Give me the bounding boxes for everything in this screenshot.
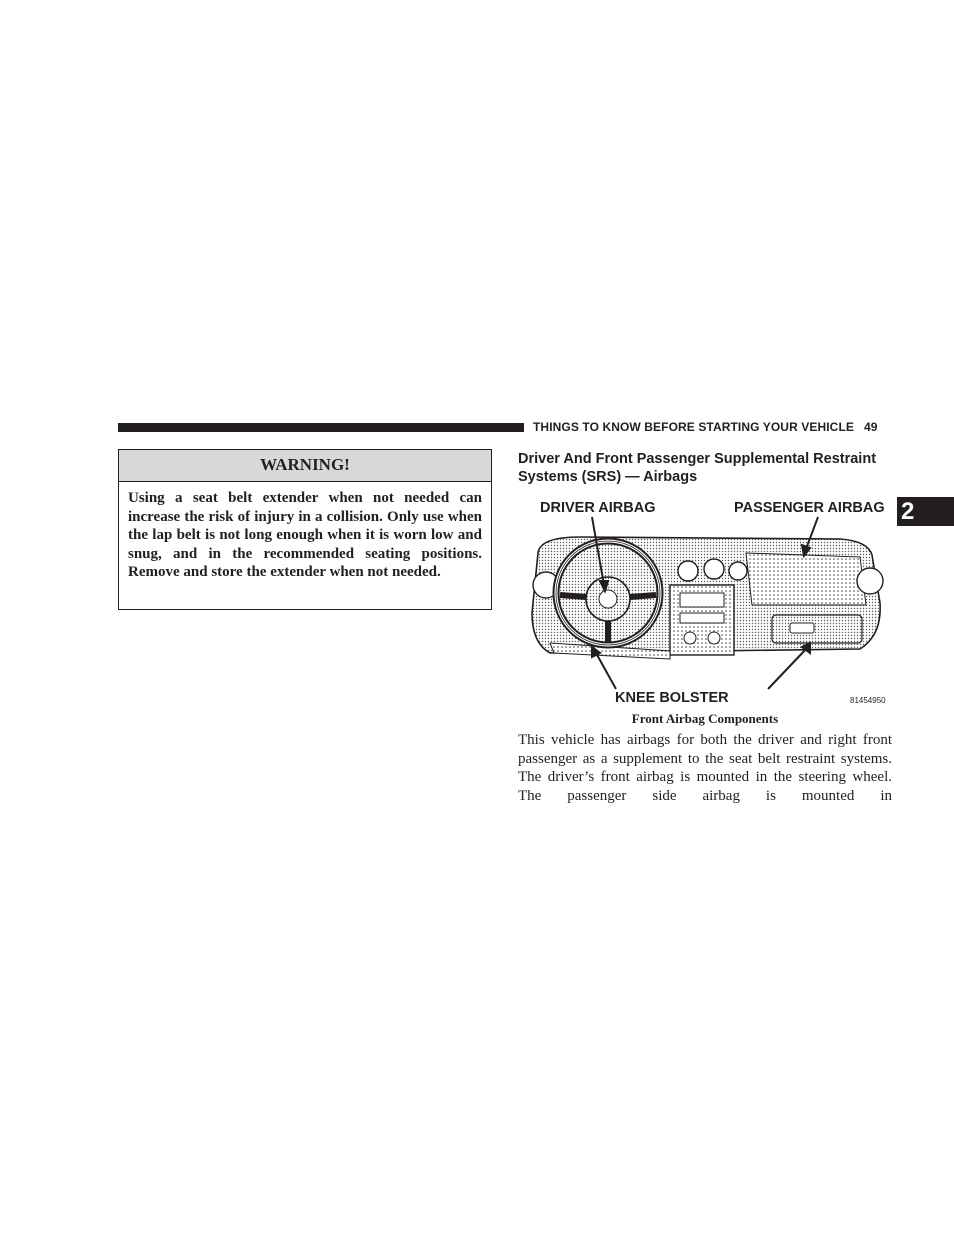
section-heading: Driver And Front Passenger Supplemental Restraint Systems (SRS) — Airbags <box>518 451 877 485</box>
header-rule <box>118 423 524 432</box>
chapter-tab: 2 <box>897 497 954 526</box>
figure-id: 81454950 <box>850 696 886 705</box>
warning-text: Using a seat belt extender when not needed can increase the risk of injury in a collision. Only use when the lap belt is not long enough when it is worn low and snug, and in the recommended seating positions. Remove and store the extender when not needed. <box>128 490 482 581</box>
section-title: THINGS TO KNOW BEFORE STARTING YOUR VEHICLE <box>533 420 854 434</box>
passenger-airbag-label: PASSENGER AIRBAG <box>734 500 885 516</box>
page-number: 49 <box>863 420 878 434</box>
airbag-figure <box>520 493 894 711</box>
dashboard-illustration <box>532 537 883 659</box>
warning-box <box>118 449 492 610</box>
running-header <box>533 420 878 434</box>
warning-title: WARNING! <box>119 450 491 482</box>
figure-caption: Front Airbag Components <box>631 711 779 726</box>
driver-airbag-label: DRIVER AIRBAG <box>540 500 656 516</box>
body-paragraph: This vehicle has airbags for both the driver and right front passenger as a supplement to the seat belt restraint systems. The driver’s front airbag is mounted in the steering wheel. The passenger side airbag is mounted in <box>518 732 892 804</box>
knee-bolster-label: KNEE BOLSTER <box>615 690 729 706</box>
